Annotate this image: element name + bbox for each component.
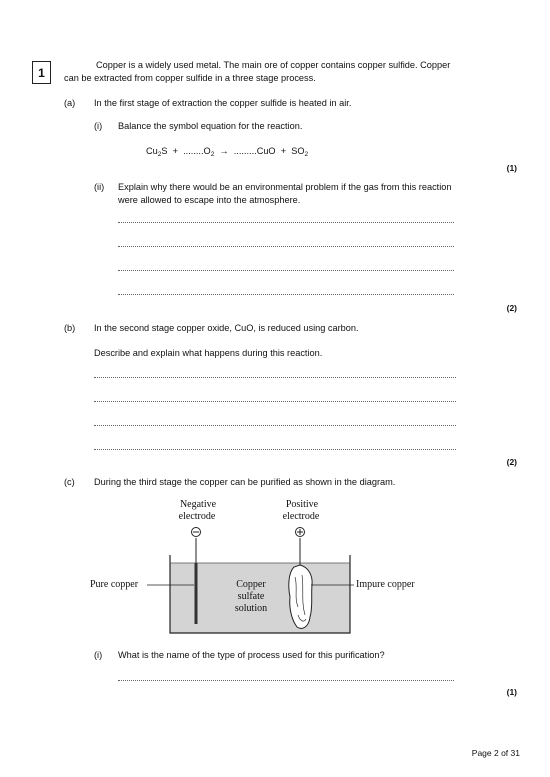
answer-line-b-1[interactable] <box>94 377 456 378</box>
eq-s: S <box>161 146 168 156</box>
answer-line-c-i[interactable] <box>118 680 454 681</box>
impure-copper-label: Impure copper <box>356 579 415 590</box>
eq-blank-o2: ........O <box>183 146 211 156</box>
question-number: 1 <box>38 65 45 80</box>
part-c-i-label: (i) <box>94 650 103 660</box>
negative-label-2: electrode <box>178 511 216 522</box>
part-b-instruction: Describe and explain what happens during this reaction. <box>94 348 323 358</box>
electrolysis-diagram <box>90 497 430 647</box>
positive-label-2: electrode <box>282 511 320 522</box>
solution-label-3: solution <box>234 603 268 614</box>
page-footer: Page 2 of 31 <box>471 748 520 758</box>
part-a-ii-label: (ii) <box>94 182 105 192</box>
answer-line-a-ii-3[interactable] <box>118 270 454 271</box>
impure-copper-lump <box>289 565 312 628</box>
part-c-label: (c) <box>64 477 75 487</box>
eq-so: SO <box>291 146 305 156</box>
answer-line-b-2[interactable] <box>94 401 456 402</box>
negative-label-1: Negative <box>179 499 217 510</box>
eq-o2-sub: 2 <box>210 151 215 158</box>
eq-arrow: → <box>219 146 229 156</box>
part-b-label: (b) <box>64 323 76 333</box>
eq-so2-sub: 2 <box>304 151 309 158</box>
eq-blank-cuo: .........CuO <box>233 146 276 156</box>
part-b-marks: (2) <box>506 457 517 467</box>
solution-label-2: sulfate <box>237 591 265 602</box>
part-a-text: In the first stage of extraction the copper sulfide is heated in air. <box>94 98 352 108</box>
answer-line-b-3[interactable] <box>94 425 456 426</box>
solution-label-1: Copper <box>236 579 266 590</box>
part-a-label: (a) <box>64 98 76 108</box>
answer-line-a-ii-2[interactable] <box>118 246 454 247</box>
part-a-ii-marks: (2) <box>506 303 517 313</box>
part-a-ii-text-1: Explain why there would be an environmental problem if the gas from this reaction <box>118 182 452 192</box>
part-a-ii-text-2: were allowed to escape into the atmosphere. <box>118 195 301 205</box>
electrolysis-svg <box>90 497 430 647</box>
part-a-i-label: (i) <box>94 121 103 131</box>
eq-plus-2: + <box>280 146 287 156</box>
part-a-i-marks: (1) <box>506 163 517 173</box>
part-c-i-marks: (1) <box>506 687 517 697</box>
symbol-equation <box>146 146 308 156</box>
pure-copper-electrode <box>195 563 198 624</box>
eq-plus-1: + <box>172 146 178 156</box>
eq-cu-sub: 2 <box>157 151 162 158</box>
answer-line-b-4[interactable] <box>94 449 456 450</box>
part-b-text: In the second stage copper oxide, CuO, is reduced using carbon. <box>94 323 359 333</box>
answer-line-a-ii-1[interactable] <box>118 222 454 223</box>
positive-label-1: Positive <box>285 499 319 510</box>
question-number-box <box>32 61 51 84</box>
part-c-text: During the third stage the copper can be purified as shown in the diagram. <box>94 477 396 487</box>
eq-cu: Cu <box>146 146 158 156</box>
answer-line-a-ii-4[interactable] <box>118 294 454 295</box>
intro-line-2: can be extracted from copper sulfide in a three stage process. <box>64 73 316 83</box>
pure-copper-label: Pure copper <box>90 579 139 590</box>
intro-line-1: Copper is a widely used metal. The main ore of copper contains copper sulfide. Copper <box>96 60 451 70</box>
part-a-i-text: Balance the symbol equation for the reaction. <box>118 121 303 131</box>
part-c-i-text: What is the name of the type of process used for this purification? <box>118 650 385 660</box>
